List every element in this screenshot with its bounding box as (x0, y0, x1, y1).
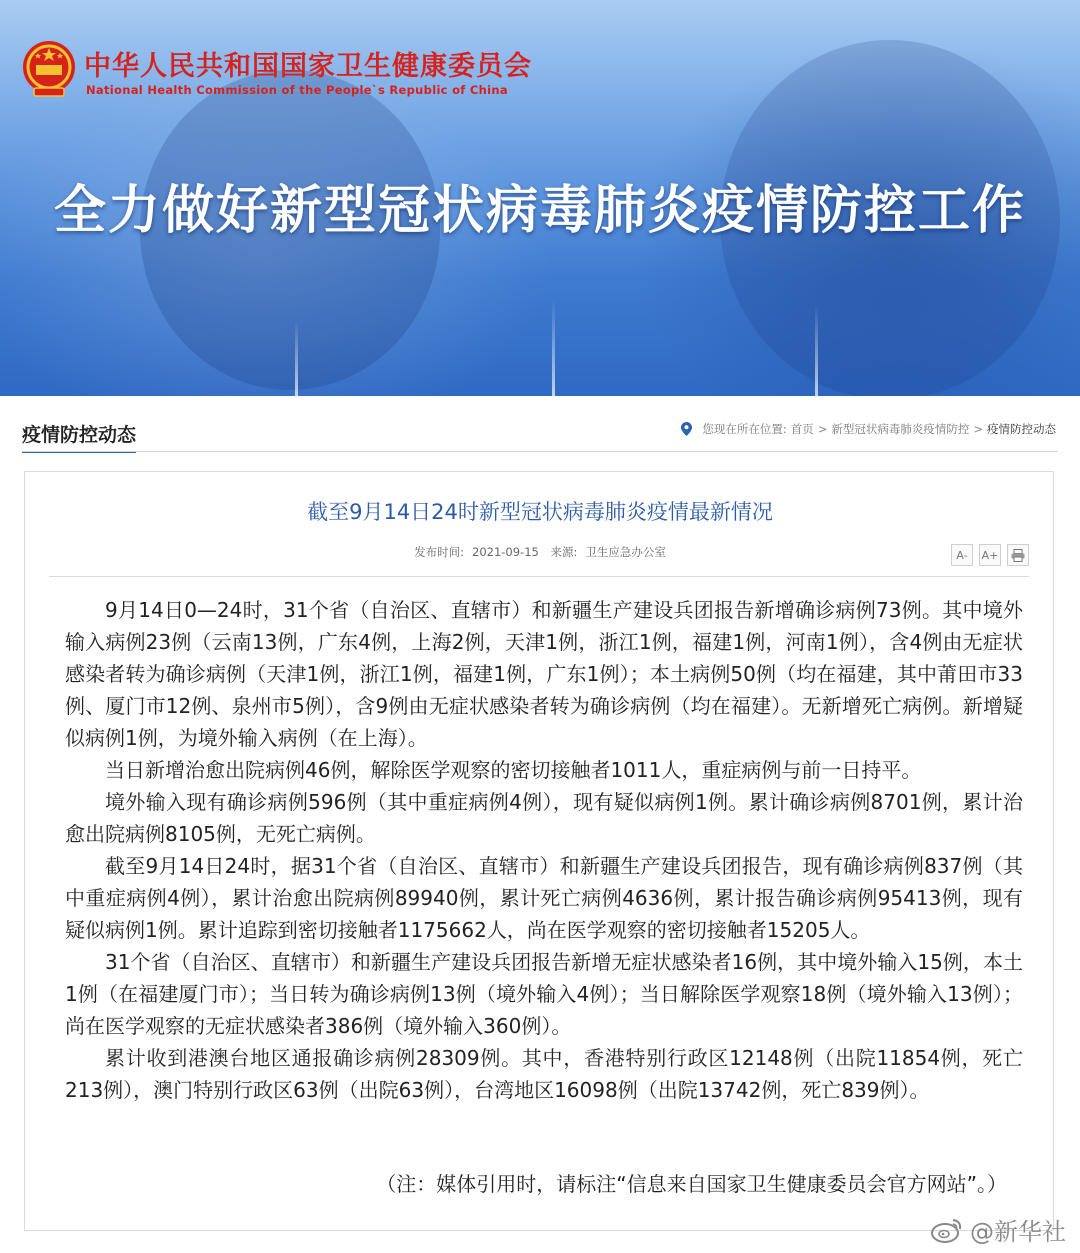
text-tools (951, 544, 1029, 566)
source-value: 卫生应急办公室 (585, 545, 666, 559)
article-paragraph: 9月14日0—24时，31个省（自治区、直辖市）和新疆生产建设兵团报告新增确诊病例73例。其中境外输入病例23例（云南13例，广东4例，上海2例，天津1例，浙江1例，福建1例，河南1例），含4例由无症状感染者转为确诊病例（天津1例，浙江1例，福建1例，广东1例）；本土病例50例（均在福建，其中莆田市33例、厦门市12例、泉州市5例），含9例由无症状感染者转为确诊病例（均在福建）。无新增死亡病例。新增疑似病例1例，为境外输入病例（在上海）。 (65, 598, 1023, 750)
divider (22, 451, 1058, 452)
weibo-icon (930, 1217, 964, 1243)
font-decrease-button[interactable]: A- (951, 544, 973, 566)
breadcrumb-prefix: 您现在所在位置: (702, 422, 787, 436)
watermark-text: @新华社 (970, 1218, 1066, 1246)
banner-slogan: 全力做好新型冠状病毒肺炎疫情防控工作 (53, 181, 1026, 241)
org-name-en: National Health Commission of the People`s Republic of China (86, 83, 508, 97)
print-button[interactable] (1007, 544, 1029, 566)
article-meta (25, 544, 1055, 560)
source-label: 来源: (550, 545, 578, 559)
breadcrumb-home-link[interactable]: 首页 (790, 422, 814, 436)
divider (49, 576, 1029, 577)
breadcrumb-separator: > (973, 422, 983, 436)
banner-decoration (552, 300, 555, 396)
location-pin-icon (681, 422, 692, 436)
breadcrumb-current[interactable]: 疫情防控动态 (987, 422, 1056, 436)
breadcrumb (681, 421, 1056, 437)
org-name-cn[interactable]: 中华人民共和国国家卫生健康委员会 (84, 51, 532, 82)
article-paragraph: 累计收到港澳台地区通报确诊病例28309例。其中，香港特别行政区12148例（出院11854例，死亡213例），澳门特别行政区63例（出院63例），台湾地区16098例（出院13742例，死亡839例）。 (65, 1046, 1023, 1102)
breadcrumb-separator: > (817, 422, 828, 436)
national-emblem-icon (20, 38, 78, 100)
publish-date: 2021-09-15 (472, 545, 539, 559)
breadcrumb-covid-link[interactable]: 新型冠状病毒肺炎疫情防控 (831, 422, 970, 436)
article-title: 截至9月14日24时新型冠状病毒肺炎疫情最新情况 (307, 500, 773, 524)
article-paragraph: 截至9月14日24时，据31个省（自治区、直辖市）和新疆生产建设兵团报告，现有确诊病例837例（其中重症病例4例），累计治愈出院病例89940例，累计死亡病例4636例，累计报告确诊病例95413例，现有疑似病例1例。累计追踪到密切接触者1175662人，尚在医学观察的密切接触者15205人。 (65, 854, 1023, 942)
section-title[interactable]: 疫情防控动态 (22, 420, 136, 453)
article-body (65, 594, 1023, 1106)
banner-decoration (295, 320, 298, 396)
article-panel (24, 471, 1054, 1231)
article-paragraph: 31个省（自治区、直辖市）和新疆生产建设兵团报告新增无症状感染者16例，其中境外输入15例，本土1例（在福建厦门市）；当日转为确诊病例13例（境外输入4例）；当日解除医学观察18例（境外输入13例）；尚在医学观察的无症状感染者386例（境外输入360例）。 (65, 950, 1023, 1038)
printer-icon (1011, 549, 1025, 562)
article-paragraph: 当日新增治愈出院病例46例，解除医学观察的密切接触者1011人，重症病例与前一日持平。 (105, 758, 922, 782)
watermark (930, 1212, 1066, 1247)
citation-note: （注：媒体引用时，请标注“信息来自国家卫生健康委员会官方网站”。） (376, 1172, 1007, 1196)
article-paragraph: 境外输入现有确诊病例596例（其中重症病例4例），现有疑似病例1例。累计确诊病例8701例，累计治愈出院病例8105例，无死亡病例。 (65, 790, 1023, 846)
banner-decoration (815, 305, 818, 396)
header-banner (0, 0, 1080, 396)
font-increase-button[interactable]: A+ (979, 544, 1001, 566)
publish-label: 发布时间: (414, 545, 464, 559)
